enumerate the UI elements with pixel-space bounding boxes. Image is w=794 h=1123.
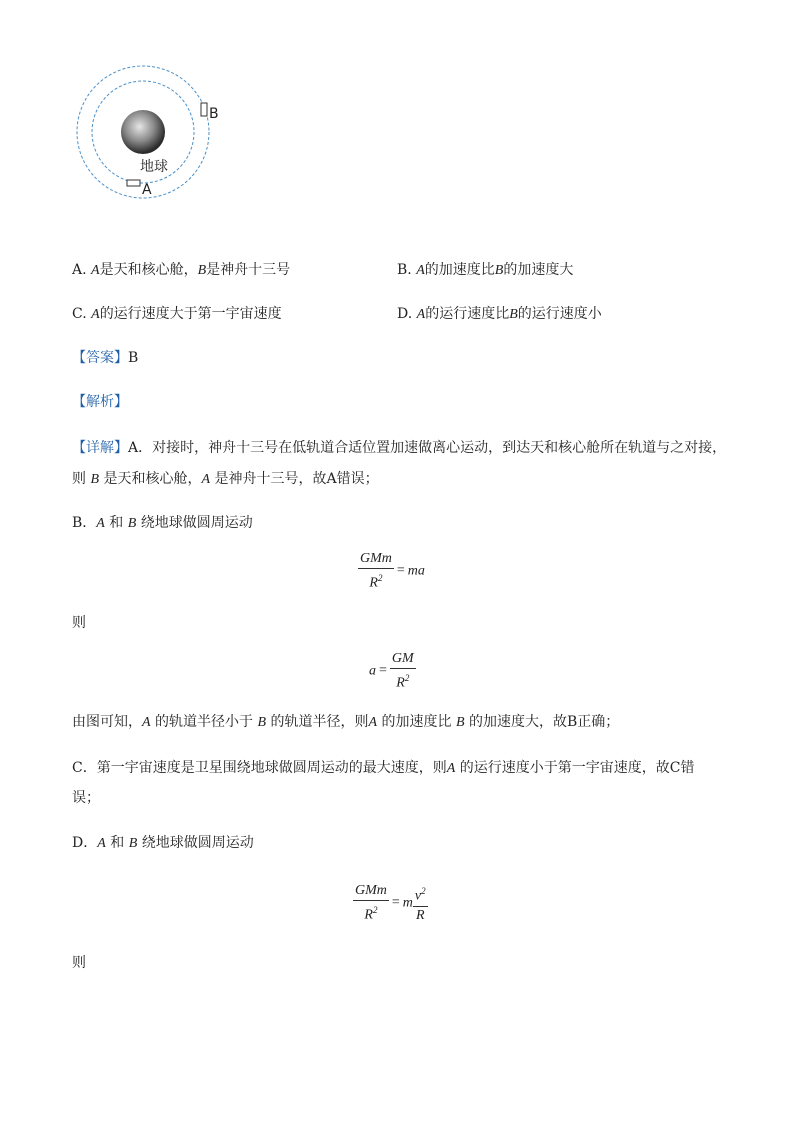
option-b-prefix: B. xyxy=(397,262,417,278)
var-a: A xyxy=(96,516,105,531)
var-a: A xyxy=(97,836,106,851)
earth xyxy=(121,110,165,154)
answer-value: B xyxy=(128,350,139,366)
eq2-equals: = xyxy=(379,663,387,679)
eq1-den-base: R xyxy=(369,575,378,591)
text: 是神舟十三号，故A错误； xyxy=(210,471,379,487)
text: 的加速度大，故B正确； xyxy=(464,714,620,730)
detail-c-line-2 xyxy=(72,787,100,807)
option-a-text-2: 是神舟十三号 xyxy=(206,262,291,278)
eq3-rhs-denominator: R xyxy=(416,907,425,923)
var-a: A xyxy=(446,761,456,776)
var-b: B xyxy=(128,836,138,851)
eq1-equals: = xyxy=(396,563,405,579)
satellite-a-label: A xyxy=(142,182,152,198)
option-d-text-1: 的运行速度比 xyxy=(425,306,510,322)
eq3-den-sup: 2 xyxy=(372,905,378,915)
option-b-text-2: 的加速度大 xyxy=(503,262,574,278)
detail-b-conclusion xyxy=(72,711,619,731)
var-b: B xyxy=(509,307,518,322)
eq1-den-sup: 2 xyxy=(377,573,383,583)
detail-b-line xyxy=(72,512,253,532)
var-a: A xyxy=(142,715,151,730)
eq3-fraction-right xyxy=(413,882,428,925)
eq1-rhs: ma xyxy=(407,563,425,579)
eq3-fraction-left xyxy=(353,882,389,925)
eq3-rnum-sup: 2 xyxy=(421,886,426,896)
detail-a-text-1: A．对接时，神舟十三号在低轨道合适位置加速做离心运动，到达天和核心舱所在轨道与之对接， xyxy=(128,440,727,456)
var-a: A xyxy=(91,263,100,278)
eq2-den-sup: 2 xyxy=(404,673,410,683)
eq2-numerator: GM xyxy=(390,650,416,669)
eq3-den-base: R xyxy=(364,907,373,923)
var-b: B xyxy=(90,472,100,487)
analysis-label: 【解析】 xyxy=(72,394,128,410)
text: D． xyxy=(72,835,98,851)
detail-label: 【详解】 xyxy=(72,440,128,456)
detail-a-line-2 xyxy=(72,468,379,488)
option-a-prefix: A. xyxy=(72,262,92,278)
equation-2 xyxy=(369,650,416,693)
var-a: A xyxy=(416,307,426,322)
eq2-lhs: a xyxy=(369,663,376,679)
then-1 xyxy=(72,612,86,632)
option-b-text-1: 的加速度比 xyxy=(424,262,495,278)
then-1-text: 则 xyxy=(72,615,86,631)
earth-label: 地球 xyxy=(140,159,168,175)
var-b: B xyxy=(257,715,267,730)
option-c-prefix: C. xyxy=(72,306,92,322)
option-d-prefix: D. xyxy=(397,306,417,322)
var-a: A xyxy=(91,307,100,322)
eq1-denominator xyxy=(358,569,394,593)
eq2-fraction xyxy=(390,650,416,693)
text: 的加速度比 xyxy=(377,714,456,730)
text: 则 xyxy=(72,471,91,487)
eq3-rhs-m: m xyxy=(402,895,413,911)
option-c[interactable] xyxy=(72,303,282,323)
text: C．第一宇宙速度是卫星围绕地球做圆周运动的最大速度，则 xyxy=(72,760,447,776)
option-c-text-1: 的运行速度大于第一宇宙速度 xyxy=(99,306,282,322)
text: 的运行速度小于第一宇宙速度，故C错 xyxy=(455,760,695,776)
orbit-diagram xyxy=(70,62,230,207)
satellite-b-label: B xyxy=(209,106,219,122)
var-b: B xyxy=(197,263,207,278)
then-2 xyxy=(72,952,86,972)
answer-line xyxy=(72,347,138,367)
text: 误； xyxy=(72,790,100,806)
var-a: A xyxy=(201,472,211,487)
answer-label: 【答案】 xyxy=(72,350,128,366)
var-b: B xyxy=(127,516,137,531)
text: 由图可知， xyxy=(72,714,142,730)
option-b[interactable] xyxy=(397,259,573,279)
satellite-b xyxy=(201,103,207,116)
eq3-numerator: GMm xyxy=(353,882,389,901)
detail-d-line xyxy=(72,832,254,852)
eq2-denominator xyxy=(390,669,416,693)
eq3-equals: = xyxy=(391,895,400,911)
text: 和 xyxy=(104,515,128,531)
text: 绕地球做圆周运动 xyxy=(137,835,254,851)
eq2-den-base: R xyxy=(396,675,405,691)
text: 是天和核心舱， xyxy=(99,471,202,487)
equation-3 xyxy=(353,882,428,925)
var-b: B xyxy=(455,715,465,730)
analysis-heading xyxy=(72,391,128,411)
eq3-rnum-base: v xyxy=(414,888,422,904)
var-b: B xyxy=(494,263,504,278)
detail-c-line-1 xyxy=(72,757,694,777)
then-2-text: 则 xyxy=(72,955,86,971)
option-d-text-2: 的运行速度小 xyxy=(517,306,602,322)
eq3-denominator xyxy=(353,901,389,925)
satellite-a xyxy=(127,180,140,186)
equation-1 xyxy=(358,550,425,593)
option-a-text-1: 是天和核心舱， xyxy=(99,262,198,278)
eq1-fraction xyxy=(358,550,394,593)
var-a: A xyxy=(368,715,378,730)
eq1-numerator: GMm xyxy=(358,550,394,569)
text: B． xyxy=(72,515,97,531)
eq3-rhs-numerator xyxy=(413,882,428,907)
detail-a-line-1 xyxy=(72,437,726,457)
text: 的轨道半径小于 xyxy=(150,714,258,730)
var-a: A xyxy=(416,263,425,278)
text: 的轨道半径，则 xyxy=(266,714,369,730)
text: 绕地球做圆周运动 xyxy=(136,515,253,531)
text: 和 xyxy=(105,835,129,851)
option-d[interactable] xyxy=(397,303,602,323)
option-a[interactable] xyxy=(72,259,290,279)
